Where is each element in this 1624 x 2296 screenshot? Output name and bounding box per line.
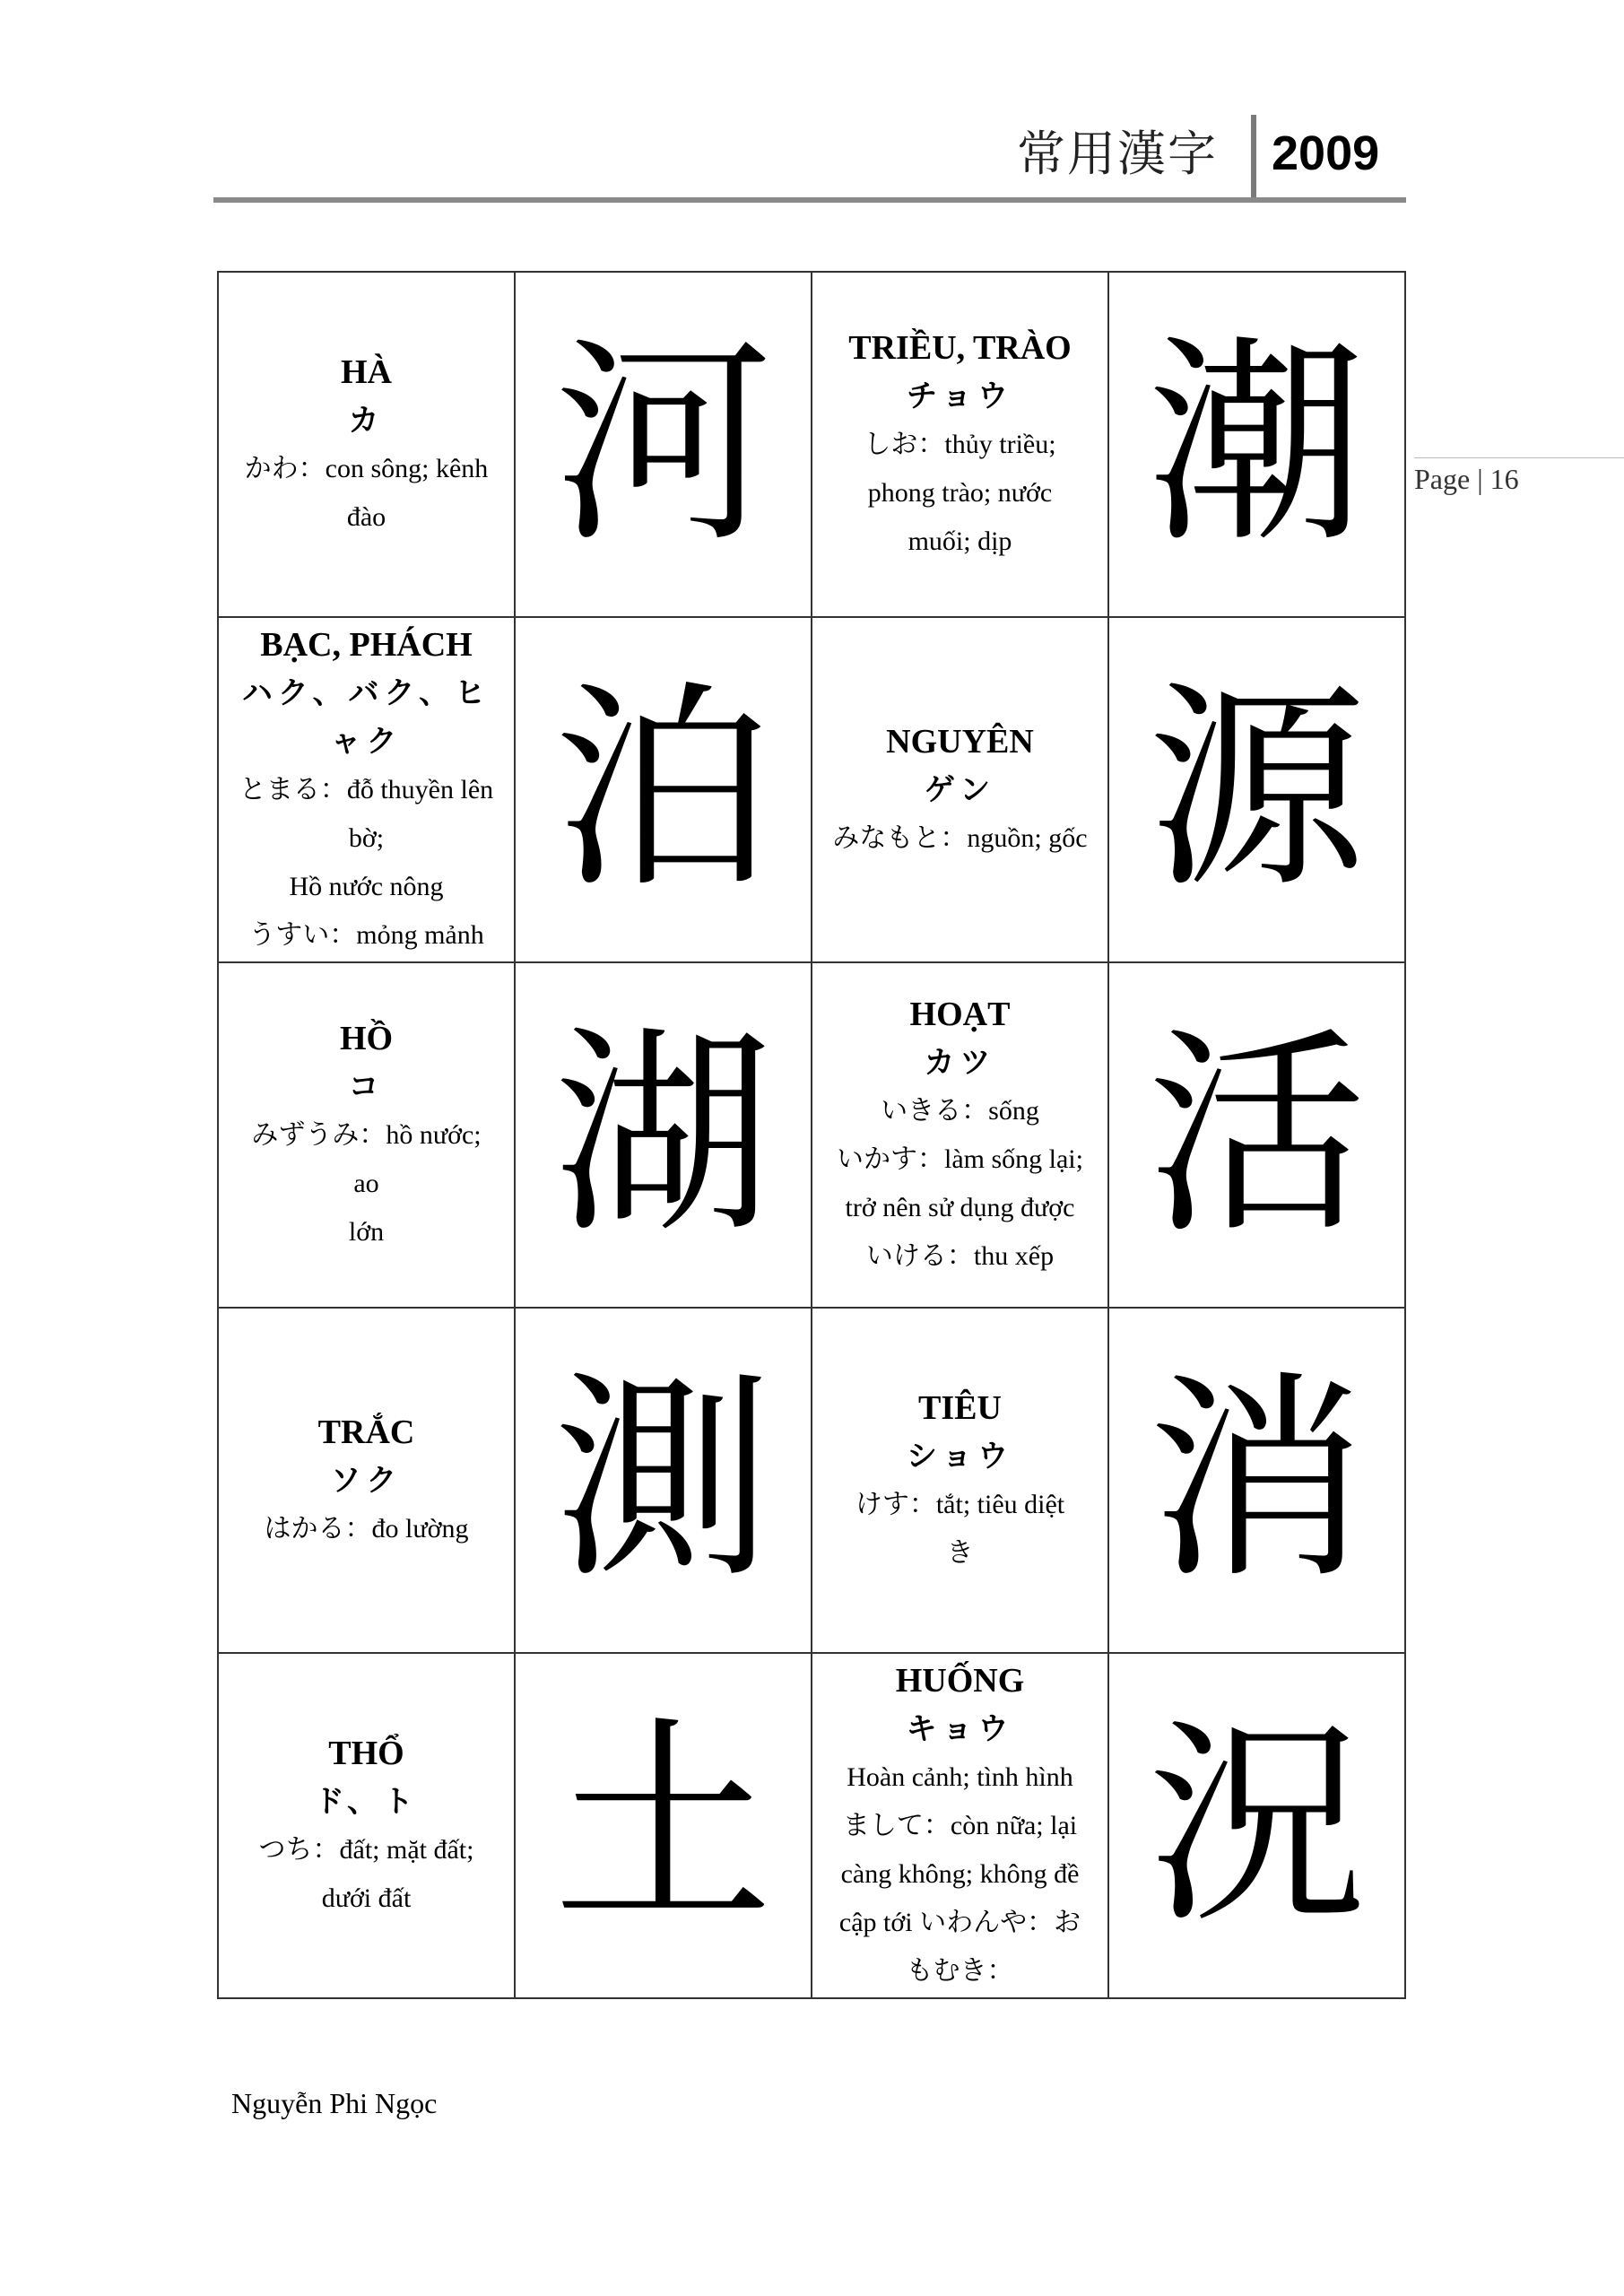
kanji-cell [515,1308,812,1653]
reading-cell [218,617,515,962]
page-number-rule [1414,457,1624,458]
page-number: Page | 16 [1414,463,1519,495]
kanji-character: 河 [553,317,773,572]
meaning-line: き [946,1537,974,1568]
kanji-character: 測 [553,1352,773,1608]
page-header [213,108,1406,202]
table-row [218,1653,1405,1998]
reading-info [219,1014,514,1257]
reading-cell [812,617,1108,962]
reading-cell [218,1308,515,1653]
reading-info [219,1408,514,1553]
sino-vietnamese-reading: HUỐNG [895,1661,1025,1700]
kanji-character: 土 [553,1698,773,1953]
on-reading: カ [348,402,385,439]
reading-cell [218,272,515,617]
header-divider [1251,115,1256,201]
meaning-line: いかす：làm sống lại; [837,1144,1083,1174]
reading-cell [812,1653,1108,1998]
on-reading: コ [348,1068,385,1105]
meaning-line: はかる：đo lường [264,1513,469,1544]
sino-vietnamese-reading: TRIỀU, TRÀO [848,328,1072,367]
on-reading: ハク、バク、ヒ [241,674,491,711]
on-reading: ド、ト [314,1783,419,1820]
reading-cell [218,1653,515,1998]
meaning-line: bờ; [348,822,385,853]
meaning-line: つち：đất; mặt đất; [258,1834,474,1865]
sino-vietnamese-reading: HOẠT [909,995,1011,1033]
reading-info [812,718,1107,863]
meaning-line: うすい：mỏng mảnh [248,919,484,950]
footer-author: Nguyễn Phi Ngọc [231,2087,438,2119]
meaning-line: lớn [348,1216,385,1247]
reading-info [219,1729,514,1923]
kanji-cell [1108,272,1405,617]
on-reading: ソク [330,1462,403,1499]
meaning-line: とまる：đỗ thuyền lên [239,774,494,804]
reading-info [812,1657,1107,1996]
reading-info [219,621,514,960]
on-reading: ショウ [906,1438,1014,1474]
reading-cell [812,1308,1108,1653]
sino-vietnamese-reading: HỒ [339,1019,394,1057]
reading-info [812,1384,1107,1578]
kanji-cell [1108,617,1405,962]
table-row [218,617,1405,962]
meaning-line: しお：thủy triều; [864,429,1056,459]
meaning-line: いきる：sống [881,1095,1039,1126]
header-rule [213,197,1406,203]
sino-vietnamese-reading: BẠC, PHÁCH [260,625,473,664]
meaning-line: かわ：con sông; kênh [244,453,489,483]
kanji-cell [515,962,812,1308]
kanji-table [217,271,1406,1999]
on-reading: キョウ [906,1710,1014,1747]
meaning-line: Hoàn cảnh; tình hình [847,1761,1073,1792]
meaning-line: phong trào; nước [867,477,1053,508]
header-year: 2009 [1272,126,1380,180]
kanji-cell [1108,1653,1405,1998]
sino-vietnamese-reading: THỔ [328,1734,404,1772]
kanji-cell [515,1653,812,1998]
meaning-line: いける：thu xếp [865,1240,1055,1271]
sino-vietnamese-reading: HÀ [341,352,392,391]
meaning-line: càng không; không đề [840,1858,1080,1889]
kanji-character: 活 [1147,1007,1367,1263]
header-title: 常用漢字 [1017,126,1218,182]
kanji-character: 況 [1147,1698,1367,1953]
on-reading: ゲン [924,771,996,808]
table-row [218,1308,1405,1653]
reading-cell [218,962,515,1308]
meaning-line: Hồ nước nông [289,871,444,901]
kanji-cell [1108,962,1405,1308]
reading-cell [812,272,1108,617]
meaning-line: まして：còn nữa; lại [842,1810,1078,1840]
meaning-line: みなもと：nguồn; gốc [832,822,1088,853]
sino-vietnamese-reading: NGUYÊN [886,722,1034,761]
sino-vietnamese-reading: TIÊU [918,1388,1002,1427]
meaning-line: muối; dịp [908,526,1012,556]
table-row [218,962,1405,1308]
meaning-line: trở nên sử dụng được [845,1192,1075,1222]
meaning-line: みずうみ：hồ nước; ao [251,1119,482,1198]
meaning-line: もむき： [906,1955,1014,1986]
on-reading: ャク [330,723,403,760]
kanji-cell [515,617,812,962]
sino-vietnamese-reading: TRẮC [317,1413,415,1451]
reading-info [812,324,1107,566]
meaning-line: dưới đất [321,1883,412,1913]
kanji-character: 泊 [553,662,773,918]
kanji-cell [515,272,812,617]
reading-cell [812,962,1108,1308]
on-reading: チョウ [907,378,1013,414]
meaning-line: đào [346,501,386,532]
kanji-character: 消 [1147,1352,1367,1608]
reading-info [812,990,1107,1281]
kanji-character: 源 [1147,662,1367,918]
table-row [218,272,1405,617]
kanji-cell [1108,1308,1405,1653]
meaning-line: けす：tắt; tiêu diệt [855,1489,1065,1519]
on-reading: カツ [924,1044,996,1081]
kanji-character: 潮 [1147,317,1367,572]
meaning-line: cập tới いわんや：お [838,1907,1081,1937]
kanji-character: 湖 [553,1007,773,1263]
reading-info [219,348,514,542]
